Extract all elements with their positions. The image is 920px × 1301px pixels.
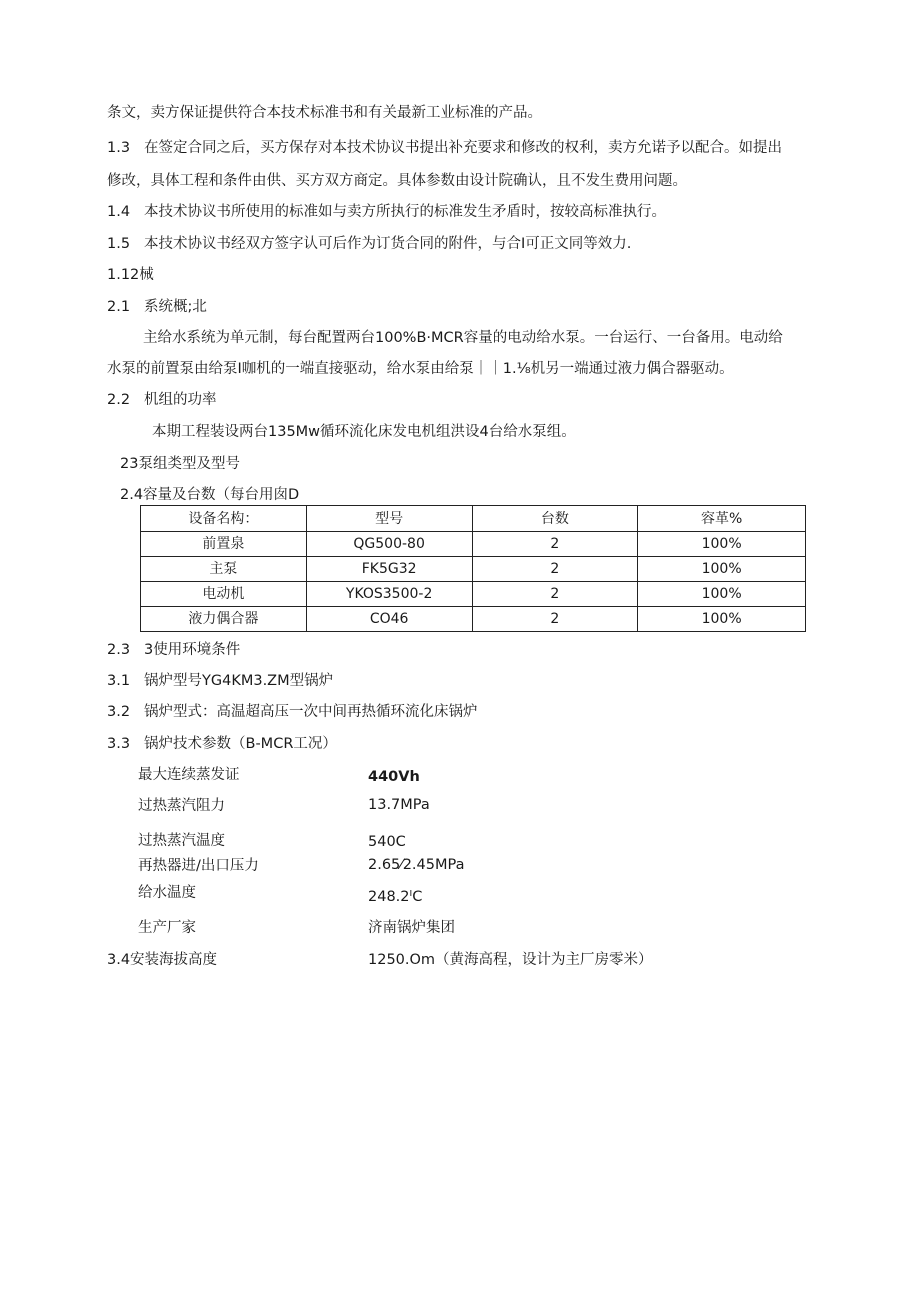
param-value: 2.65⁄2.45MPa [368, 857, 465, 873]
param-label: 最大连续蒸发证 [138, 767, 240, 783]
paragraph-2-1-line-2: 水泵的前置泵由给泵I咖机的一端直接驱动，给水泵由给泵｜｜1.⅛机另一端通过液力偶合器驱动。 [107, 361, 734, 377]
table-cell: 液力偶合器 [141, 607, 307, 632]
paragraph-2-1-line-1: 主给水系统为单元制，每台配置两台100%B·MCR容量的电动给水泵。一台运行、一台备用。电动给 [143, 330, 783, 346]
param-label: 过热蒸汽阻力 [138, 798, 225, 814]
heading-3-2 [107, 703, 478, 721]
table-row [141, 582, 806, 607]
table-header-row [141, 506, 806, 532]
table-cell: 100% [638, 557, 806, 582]
table-cell: 100% [638, 582, 806, 607]
table-cell: 2 [472, 557, 638, 582]
table-cell: QG500-80 [306, 532, 472, 557]
section-text: 锅炉技术参数（B-MCR工况） [144, 736, 337, 752]
section-text: 在签定合同之后，买方保存对本技术协议书提出补充要求和修改的权利，卖方允诺予以配合。如提出 [144, 140, 782, 156]
param-label: 过热蒸汽温度 [138, 833, 225, 849]
table-row [141, 532, 806, 557]
section-1-3-line-2: 修改，具体工程和条件由供、买方双方商定。具体参数由设计院确认，且不发生费用问题。 [107, 173, 687, 189]
section-number: 1.3 [107, 140, 131, 156]
table-cell: CO46 [306, 607, 472, 632]
paragraph-continuation: 条文，卖方保证提供符合本技术标准书和有关最新工业标准的产品。 [107, 105, 542, 121]
pump-spec-table [140, 505, 806, 632]
heading-2-3-3 [107, 641, 240, 659]
heading-3-1 [107, 672, 333, 690]
heading-2-3: 23泵组类型及型号 [120, 456, 240, 472]
section-text: 机组的功率 [144, 392, 217, 408]
section-number: 2.2 [107, 392, 131, 408]
param-label: 生产厂家 [138, 920, 196, 936]
table-cell: 前置泉 [141, 532, 307, 557]
heading-2-2 [107, 391, 217, 409]
param-value: 540C [368, 834, 406, 850]
param-value: 440Vh [368, 769, 420, 785]
param-label: 再热器进/出口压力 [138, 858, 259, 874]
table-header-cell: 台数 [472, 506, 638, 532]
section-1-5 [107, 235, 631, 253]
param-value: 248.2ᴵC [368, 889, 423, 905]
table-cell: 100% [638, 607, 806, 632]
paragraph-2-2: 本期工程装设两台135Mw循环流化床发电机组洪设4台给水泵组。 [152, 424, 576, 440]
heading-1-12: 1.12械 [107, 267, 154, 283]
param-label: 给水温度 [138, 885, 196, 901]
table-cell: 100% [638, 532, 806, 557]
param-value: 1250.Om（黄海高程，设计为主厂房零米） [368, 952, 653, 968]
section-number: 3.1 [107, 673, 131, 689]
section-text: 系统概;北 [144, 299, 207, 315]
table-header-cell: 设备名构： [141, 506, 307, 532]
section-number: 1.5 [107, 236, 131, 252]
table-row [141, 557, 806, 582]
table-header-cell: 型号 [306, 506, 472, 532]
table-cell: 2 [472, 607, 638, 632]
section-1-3-line-1 [107, 139, 782, 157]
table-cell: YKOS3500-2 [306, 582, 472, 607]
table-cell: 电动机 [141, 582, 307, 607]
heading-2-1 [107, 298, 207, 316]
section-number: 3.2 [107, 704, 131, 720]
table-row [141, 607, 806, 632]
section-text: 3使用环境条件 [144, 642, 241, 658]
table-cell: FK5G32 [306, 557, 472, 582]
param-value: 济南锅炉集团 [368, 920, 455, 936]
section-1-4 [107, 203, 666, 221]
section-number: 3.3 [107, 736, 131, 752]
section-text: 本技术协议书所使用的标准如与卖方所执行的标准发生矛盾时，按较高标准执行。 [144, 204, 666, 220]
heading-3-4: 3.4安装海拔高度 [107, 952, 218, 968]
table-cell: 主泵 [141, 557, 307, 582]
table-cell: 2 [472, 532, 638, 557]
heading-2-4: 2.4容量及台数（每台用囱D [120, 487, 300, 503]
section-number: 2.1 [107, 299, 131, 315]
param-value: 13.7MPa [368, 797, 430, 813]
heading-3-3 [107, 735, 337, 753]
section-text: 本技术协议书经双方签字认可后作为订货合同的附件，与合I可正文同等效力. [144, 236, 632, 252]
section-number: 2.3 [107, 642, 131, 658]
section-text: 锅炉型号YG4KM3.ZM型锅炉 [144, 673, 334, 689]
section-number: 1.4 [107, 204, 131, 220]
table-header-cell: 容革% [638, 506, 806, 532]
section-text: 锅炉型式：高温超高压一次中间再热循环流化床锅炉 [144, 704, 478, 720]
table-cell: 2 [472, 582, 638, 607]
